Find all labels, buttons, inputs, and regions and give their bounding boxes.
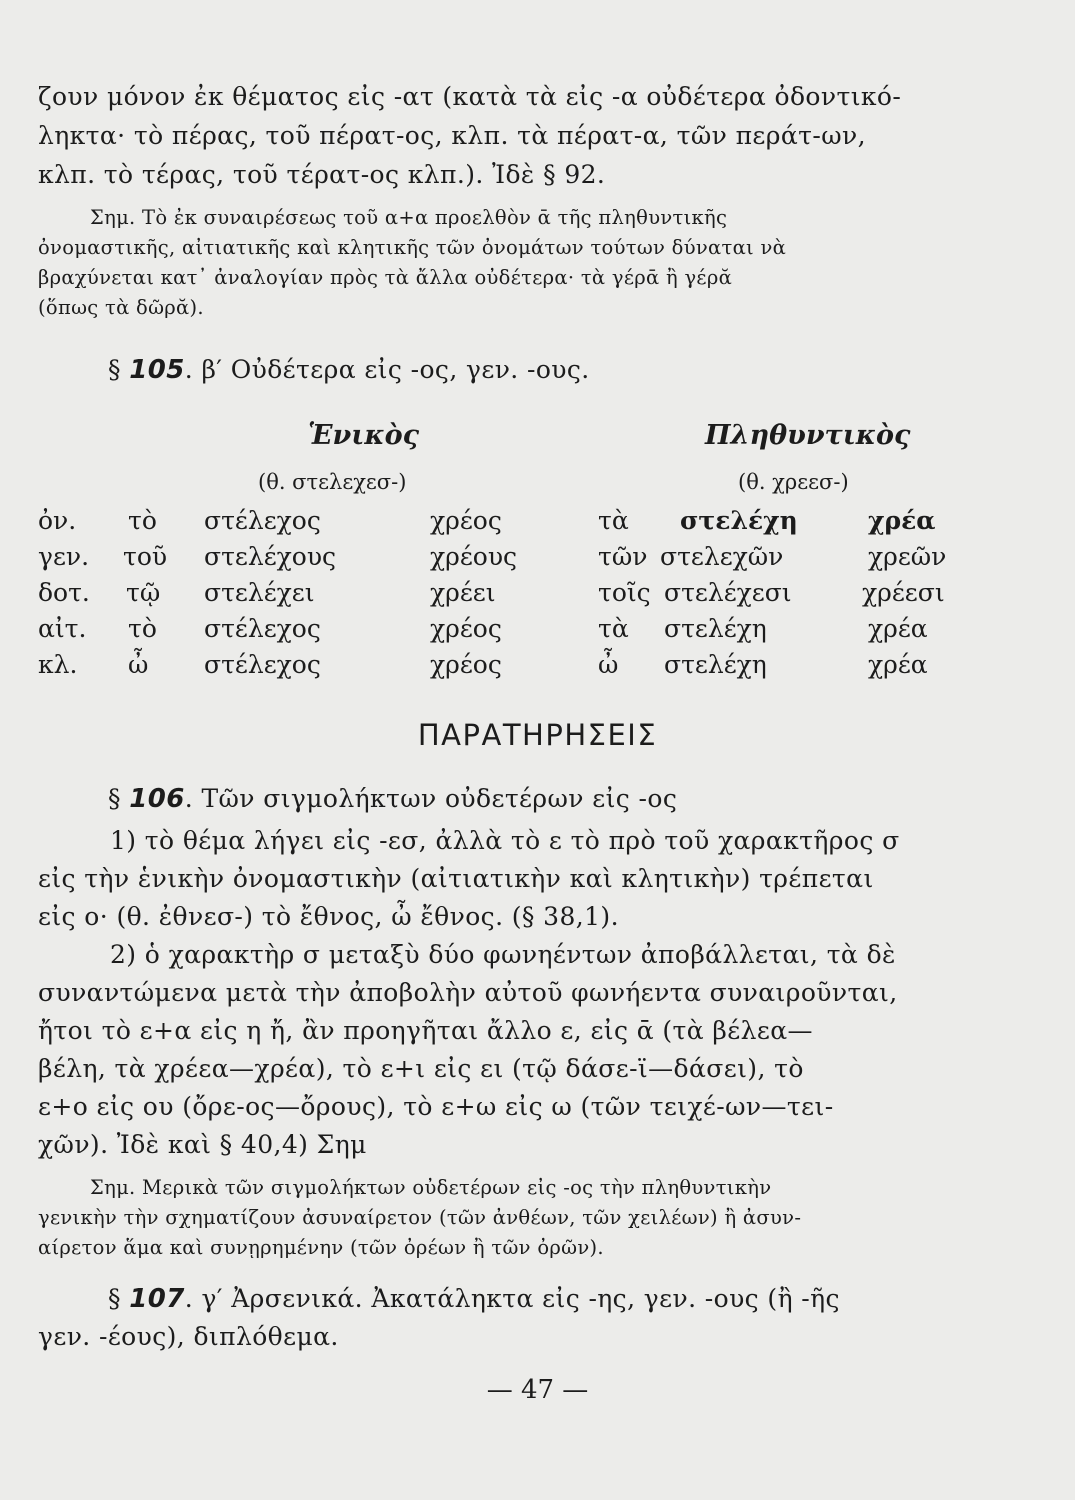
article: τοῦ <box>123 542 168 571</box>
note2-line-3: αίρετον ἅμα καὶ συνῃρημένην (τῶν ὀρέων ἢ τῶν ὀρῶν). <box>38 1236 604 1259</box>
singular-stem: (θ. στελεχεσ-) <box>258 470 407 494</box>
plural-article: τῶν <box>598 542 648 571</box>
plural-form-2: χρεῶν <box>868 542 947 571</box>
case-label: δοτ. <box>38 578 90 607</box>
section-number: 105 <box>129 355 185 385</box>
singular-form-2: χρέους <box>430 542 518 571</box>
plural-form-1: στελέχεσι <box>664 578 792 607</box>
note1-line-2: ὀνομαστικῆς, αἰτιατικῆς καὶ κλητικῆς τῶν ὀνομάτων τούτων δύναται νὰ <box>38 236 787 259</box>
note2-line-2: γενικὴν τὴν σχηματίζουν ἀσυναίρετον (τῶν ἀνθέων, τῶν χειλέων) ἢ ἀσυν- <box>38 1206 802 1229</box>
case-label: ὀν. <box>38 506 77 535</box>
case-label: αἰτ. <box>38 614 87 643</box>
plural-heading: Πληθυντικὸς <box>705 420 911 451</box>
body-line-2: εἰς τὴν ἑνικὴν ὀνομαστικὴν (αἰτιατικὴν καὶ κλητικὴν) τρέπεται <box>38 864 874 893</box>
section-sign: § <box>108 784 121 813</box>
section-107-continuation: γεν. -έους), διπλόθεμα. <box>38 1322 339 1351</box>
singular-form-1: στελέχους <box>204 542 337 571</box>
section-number: 107 <box>129 1284 185 1314</box>
intro-line-2: ληκτα· τὸ πέρας, τοῦ πέρατ-ος, κλπ. τὰ πέρατ-α, τῶν περάτ-ων, <box>38 121 866 150</box>
plural-form-2: χρέα <box>868 650 928 679</box>
plural-article: ὦ <box>598 650 619 679</box>
note1-line-1: Σημ. Τὸ ἐκ συναιρέσεως τοῦ α+α προελθὸν ᾱ τῆς πληθυντικῆς <box>90 206 728 229</box>
plural-form-2: χρέα <box>868 614 928 643</box>
article: τῷ <box>126 578 161 607</box>
section-105-heading <box>108 355 590 385</box>
body-line-5: συναντώμενα μετὰ τὴν ἀποβολὴν αὐτοῦ φωνήεντα συναιροῦνται, <box>38 978 898 1007</box>
body-line-3: εἰς ο· (θ. ἐθνεσ-) τὸ ἔθνος, ὦ ἔθνος. (§ 38,1). <box>38 902 619 931</box>
section-106-text: . Τῶν σιγμολήκτων οὐδετέρων εἰς -ος <box>184 784 678 813</box>
singular-form-2: χρέει <box>430 578 496 607</box>
plural-form-1: στελέχη <box>680 506 798 535</box>
note1-line-4: (ὅπως τὰ δῶρᾰ). <box>38 296 204 319</box>
singular-heading: Ἑνικὸς <box>308 420 420 451</box>
plural-article: τοῖς <box>598 578 651 607</box>
section-107-heading <box>108 1284 840 1314</box>
observations-title: ΠΑΡΑΤΗΡΗΣΕΙΣ <box>417 718 658 752</box>
singular-form-1: στέλεχος <box>204 614 321 643</box>
note1-line-3: βραχύνεται κατ᾽ ἀναλογίαν πρὸς τὰ ἄλλα οὐδέτερα· τὰ γέρᾱ ἢ γέρᾰ <box>38 266 733 289</box>
plural-article: τὰ <box>598 614 629 643</box>
singular-form-1: στέλεχος <box>204 506 321 535</box>
body-line-9: χῶν). Ἰδὲ καὶ § 40,4) Σημ <box>38 1130 367 1159</box>
article: ὦ <box>128 650 149 679</box>
case-label: γεν. <box>38 542 90 571</box>
section-105-text: . β′ Οὐδέτερα εἰς -ος, γεν. -ους. <box>184 355 590 384</box>
body-line-6: ἤτοι τὸ ε+α εἰς η ἤ, ἂν προηγῆται ἄλλο ε, εἰς ᾱ (τὰ βέλεα— <box>38 1016 813 1045</box>
plural-form-1: στελέχη <box>664 614 767 643</box>
section-sign: § <box>108 1284 121 1313</box>
body-line-1: 1) τὸ θέμα λήγει εἰς -εσ, ἀλλὰ τὸ ε τὸ πρὸ τοῦ χαρακτῆρος σ <box>110 826 900 855</box>
singular-form-1: στελέχει <box>204 578 315 607</box>
singular-form-2: χρέος <box>430 614 502 643</box>
singular-form-2: χρέος <box>430 650 502 679</box>
intro-line-3: κλπ. τὸ τέρας, τοῦ τέρατ-ος κλπ.). Ἰδὲ § 92. <box>38 160 606 189</box>
body-line-4: 2) ὁ χαρακτὴρ σ μεταξὺ δύο φωνηέντων ἀποβάλλεται, τὰ δὲ <box>110 940 896 969</box>
page-number: — 47 — <box>486 1375 589 1405</box>
section-number: 106 <box>129 784 185 814</box>
plural-stem: (θ. χρεεσ-) <box>738 470 849 494</box>
singular-form-1: στέλεχος <box>204 650 321 679</box>
plural-form-1: στελέχη <box>664 650 767 679</box>
intro-line-1: ζουν μόνον ἐκ θέματος εἰς -ατ (κατὰ τὰ εἰς -α οὐδέτερα ὀδοντικό- <box>38 82 902 111</box>
section-106-heading <box>108 784 677 814</box>
singular-form-2: χρέος <box>430 506 502 535</box>
section-sign: § <box>108 355 121 384</box>
case-label: κλ. <box>38 650 78 679</box>
article: τὸ <box>128 506 157 535</box>
plural-form-2: χρέα <box>868 506 936 535</box>
article: τὸ <box>128 614 157 643</box>
body-line-7: βέλη, τὰ χρέεα—χρέα), τὸ ε+ι εἰς ει (τῷ δάσε-ϊ—δάσει), τὸ <box>38 1054 804 1083</box>
note2-line-1: Σημ. Μερικὰ τῶν σιγμολήκτων οὐδετέρων εἰς -ος τὴν πληθυντικὴν <box>90 1176 772 1199</box>
plural-form-1: στελεχῶν <box>660 542 784 571</box>
plural-form-2: χρέεσι <box>862 578 945 607</box>
plural-article: τὰ <box>598 506 629 535</box>
section-107-text: . γ′ Ἀρσενικά. Ἀκατάληκτα εἰς -ης, γεν. -ους (ἢ -ῆς <box>184 1284 840 1313</box>
body-line-8: ε+ο εἰς ου (ὄρε-ος—ὄρους), τὸ ε+ω εἰς ω (τῶν τειχέ-ων—τει- <box>38 1092 834 1121</box>
